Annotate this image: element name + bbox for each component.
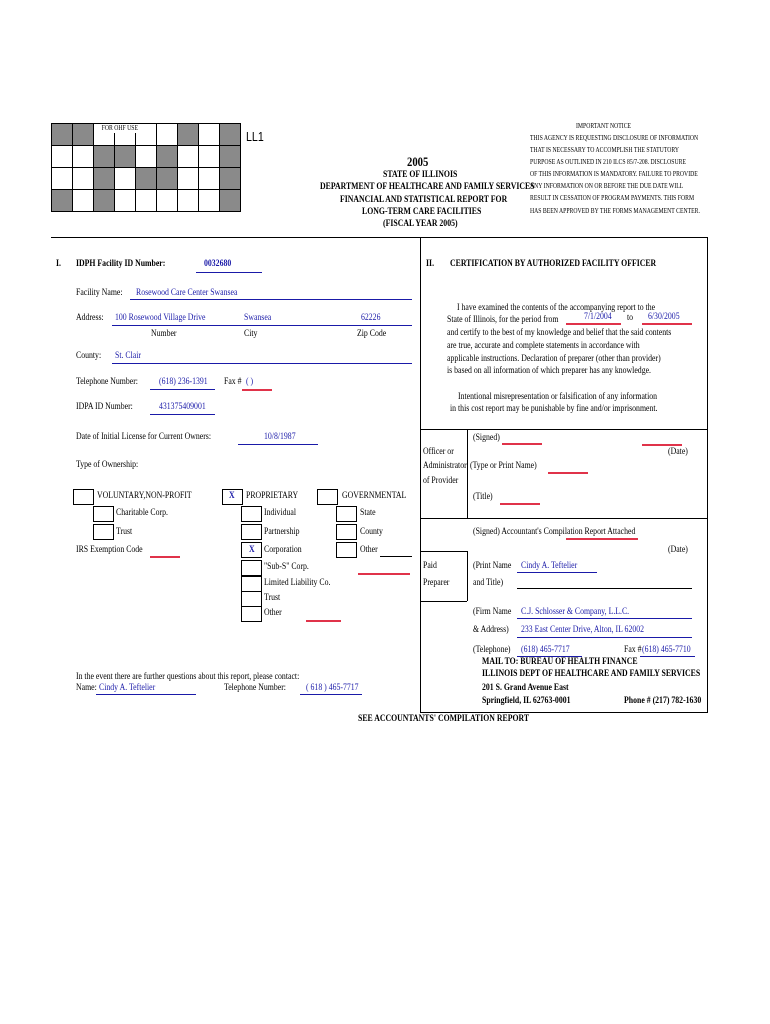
mail-line-4: Springfield, IL 62763-0001 [482, 696, 571, 706]
firm-label: (Firm Name [473, 607, 512, 617]
idpa-label: IDPA ID Number: [76, 402, 133, 412]
contact-name-line [96, 694, 196, 695]
llc-checkbox[interactable] [241, 576, 262, 592]
individual-checkbox[interactable] [241, 506, 262, 522]
prop-trust-label: Trust [264, 593, 281, 603]
county-value[interactable]: St. Clair [115, 351, 141, 361]
and-title-line [517, 588, 692, 589]
number-caption: Number [151, 329, 177, 339]
preparer-name-value[interactable]: Cindy A. Teftelier [521, 561, 578, 571]
header-line-1: STATE OF ILLINOIS [383, 170, 458, 180]
officer-top-rule [420, 429, 708, 430]
form-code: LL1 [246, 129, 264, 144]
governmental-checkbox[interactable] [317, 489, 338, 505]
state-checkbox[interactable] [336, 506, 357, 522]
charitable-label: Charitable Corp. [116, 508, 168, 518]
facility-name-value[interactable]: Rosewood Care Center Swansea [136, 288, 238, 298]
facility-id-label: IDPH Facility ID Number: [76, 259, 166, 269]
period-to-line [642, 323, 692, 325]
title-label: (Title) [473, 492, 493, 502]
report-year: 2005 [407, 154, 429, 169]
mail-line-3: 201 S. Grand Avenue East [482, 683, 569, 693]
contact-name-label: Name: [76, 683, 97, 693]
cert-line-4: are true, accurate and complete statements in accordance with [447, 341, 640, 351]
fax2-label: Fax # [624, 645, 642, 655]
gov-other-line [380, 556, 412, 557]
section-1-numeral: I. [56, 259, 61, 269]
signed-label: (Signed) [473, 433, 500, 443]
county-line [112, 363, 412, 364]
preparer-date-label: (Date) [668, 545, 688, 555]
tel-value[interactable]: (618) 465-7717 [521, 645, 570, 655]
officer-divider [467, 429, 468, 518]
corporation-mark: X [249, 545, 255, 555]
prop-other-checkbox[interactable] [241, 606, 262, 622]
misrep-line-1: Intentional misrepresentation or falsification of any information [458, 392, 658, 402]
bottom-rule [420, 712, 708, 713]
notice-line: RESULT IN CESSATION OF PROGRAM PAYMENTS. THIS FORM [530, 194, 695, 202]
gov-other-label: Other [360, 545, 378, 555]
governmental-label: GOVERNMENTAL [342, 491, 407, 501]
county-gov-label: County [360, 527, 383, 537]
period-to-value[interactable]: 6/30/2005 [648, 312, 680, 322]
header-line-2: DEPARTMENT OF HEALTHCARE AND FAMILY SERVICES [320, 182, 535, 192]
misrep-line-2: in this cost report may be punishable by fine and/or imprisonment. [450, 404, 658, 414]
individual-label: Individual [264, 508, 297, 518]
signed-line [502, 443, 542, 445]
ohf-use-grid [51, 123, 241, 212]
cert-line-5: applicable instructions. Declaration of preparer (other than provider) [447, 354, 661, 364]
preparer-signed-label: (Signed) Accountant's Compilation Report Attached [473, 527, 636, 537]
voluntary-checkbox[interactable] [73, 489, 94, 505]
charitable-checkbox[interactable] [93, 506, 114, 522]
header-line-4: LONG-TERM CARE FACILITIES [362, 207, 482, 217]
and-title-label: and Title) [473, 578, 504, 588]
contact-name-value[interactable]: Cindy A. Teftelier [99, 683, 156, 693]
print-name-line [548, 472, 588, 474]
date-label: (Date) [668, 447, 688, 457]
prop-other-label: Other [264, 608, 282, 618]
period-from-line [566, 323, 621, 325]
voluntary-label: VOLUNTARY,NON-PROFIT [97, 491, 192, 501]
notice-line: ANY INFORMATION ON OR BEFORE THE DUE DATE WILL [530, 182, 684, 190]
certification-title: CERTIFICATION BY AUTHORIZED FACILITY OFFICER [450, 259, 657, 269]
notice-line: OF THIS INFORMATION IS MANDATORY. FAILURE TO PROVIDE [530, 170, 698, 178]
preparer-bottom-rule [420, 601, 467, 602]
subs-checkbox[interactable] [241, 560, 262, 576]
notice-line: HAS BEEN APPROVED BY THE FORMS MANAGEMENT CENTER. [530, 207, 700, 215]
preparer-divider [467, 551, 468, 601]
fax-label: Fax # [224, 377, 242, 387]
idpa-value[interactable]: 431375409001 [159, 402, 206, 412]
subs-label: "Sub-S" Corp. [264, 562, 309, 572]
fax-value[interactable]: ( ) [246, 377, 254, 387]
telephone-line [150, 389, 215, 390]
mail-line-1: MAIL TO: BUREAU OF HEALTH FINANCE [482, 657, 638, 667]
contact-phone-line [300, 694, 362, 695]
city-value[interactable]: Swansea [244, 313, 272, 323]
gov-other-line-2 [358, 573, 410, 575]
license-date-value[interactable]: 10/8/1987 [264, 432, 296, 442]
notice-line: PURPOSE AS OUTLINED IN 210 ILCS 85/7-208. DISCLOSURE [530, 158, 686, 166]
facility-id-line [196, 272, 262, 273]
fax2-line [640, 656, 695, 657]
officer-line-1: Officer or [423, 447, 454, 457]
mail-line-2: ILLINOIS DEPT OF HEALTHCARE AND FAMILY SERVICES [482, 669, 701, 679]
firm-address-value[interactable]: 233 East Center Drive, Alton, IL 62002 [521, 625, 645, 635]
proprietary-label: PROPRIETARY [246, 491, 299, 501]
officer-line-3: of Provider [423, 476, 459, 486]
telephone-value[interactable]: (618) 236-1391 [159, 377, 208, 387]
telephone-label: Telephone Number: [76, 377, 138, 387]
fax-line [242, 389, 272, 391]
gov-other-checkbox[interactable] [336, 542, 357, 558]
ohf-use-label: FOR OHF USE [101, 124, 139, 132]
facility-id-value[interactable]: 0032680 [204, 259, 232, 269]
prop-other-line [306, 620, 341, 622]
partnership-label: Partnership [264, 527, 300, 537]
contact-phone-label: Telephone Number: [224, 683, 286, 693]
zip-value[interactable]: 62226 [361, 313, 381, 323]
right-border [707, 237, 708, 713]
date-line [642, 444, 682, 446]
title-line [500, 503, 540, 505]
city-caption: City [244, 329, 258, 339]
trust-label: Trust [116, 527, 133, 537]
tel-label: (Telephone) [473, 645, 511, 655]
county-label: County: [76, 351, 102, 361]
period-from-value[interactable]: 7/1/2004 [584, 312, 612, 322]
officer-bottom-rule [420, 518, 708, 519]
proprietary-mark: X [229, 491, 235, 501]
cert-line-1: I have examined the contents of the accompanying report to the [457, 303, 656, 313]
section-2-numeral: II. [426, 259, 435, 269]
address2-label: & Address) [473, 625, 509, 635]
section-divider [420, 237, 421, 713]
cert-line-2: State of Illinois, for the period from [447, 315, 559, 325]
partnership-checkbox[interactable] [241, 524, 262, 540]
firm-address-line [517, 637, 692, 638]
paid-label: Paid [423, 561, 437, 571]
irs-exemption-label: IRS Exemption Code [76, 545, 143, 555]
print-name-label: (Type or Print Name) [470, 461, 537, 471]
firm-name-value[interactable]: C.J. Schlosser & Company, L.L.C. [521, 607, 630, 617]
address-line [112, 325, 412, 326]
ownership-label: Type of Ownership: [76, 460, 139, 470]
irs-exemption-line [150, 556, 180, 558]
address-label: Address: [76, 313, 104, 323]
facility-name-label: Facility Name: [76, 288, 123, 298]
llc-label: Limited Liability Co. [264, 578, 331, 588]
header-line-3: FINANCIAL AND STATISTICAL REPORT FOR [340, 195, 508, 205]
facility-name-line [130, 299, 412, 300]
trust-checkbox[interactable] [93, 524, 114, 540]
idpa-line [150, 414, 215, 415]
notice-line: THIS AGENCY IS REQUESTING DISCLOSURE OF INFORMATION [530, 134, 699, 142]
firm-name-line [517, 618, 692, 619]
street-value[interactable]: 100 Rosewood Village Drive [115, 313, 206, 323]
state-label: State [360, 508, 376, 518]
preparer-top-rule [420, 551, 467, 552]
notice-line: THAT IS NECESSARY TO ACCOMPLISH THE STATUTORY [530, 146, 680, 154]
license-line [238, 444, 318, 445]
header-line-5: (FISCAL YEAR 2005) [383, 219, 458, 229]
print-name2-label: (Print Name [473, 561, 512, 571]
preparer-name-line [517, 572, 597, 573]
footer-note: SEE ACCOUNTANTS' COMPILATION REPORT [358, 714, 530, 724]
preparer-signed-line [566, 538, 638, 540]
to-label: to [627, 313, 634, 323]
zip-caption: Zip Code [357, 329, 387, 339]
officer-line-2: Administrator [423, 461, 467, 471]
fax2-value[interactable]: (618) 465-7710 [642, 645, 691, 655]
mail-phone: Phone # (217) 782-1630 [624, 696, 702, 706]
county-gov-checkbox[interactable] [336, 524, 357, 540]
top-rule [51, 237, 708, 238]
corporation-label: Corporation [264, 545, 302, 555]
license-label: Date of Initial License for Current Owners: [76, 432, 211, 442]
prop-trust-checkbox[interactable] [241, 591, 262, 607]
notice-title: IMPORTANT NOTICE [576, 122, 632, 130]
cert-line-6: is based on all information of which preparer has any knowledge. [447, 366, 652, 376]
preparer-label: Preparer [423, 578, 450, 588]
questions-text: In the event there are further questions about this report, please contact: [76, 672, 300, 682]
cert-line-3: and certify to the best of my knowledge and belief that the said contents [447, 328, 672, 338]
contact-phone-value[interactable]: ( 618 ) 465-7717 [306, 683, 359, 693]
